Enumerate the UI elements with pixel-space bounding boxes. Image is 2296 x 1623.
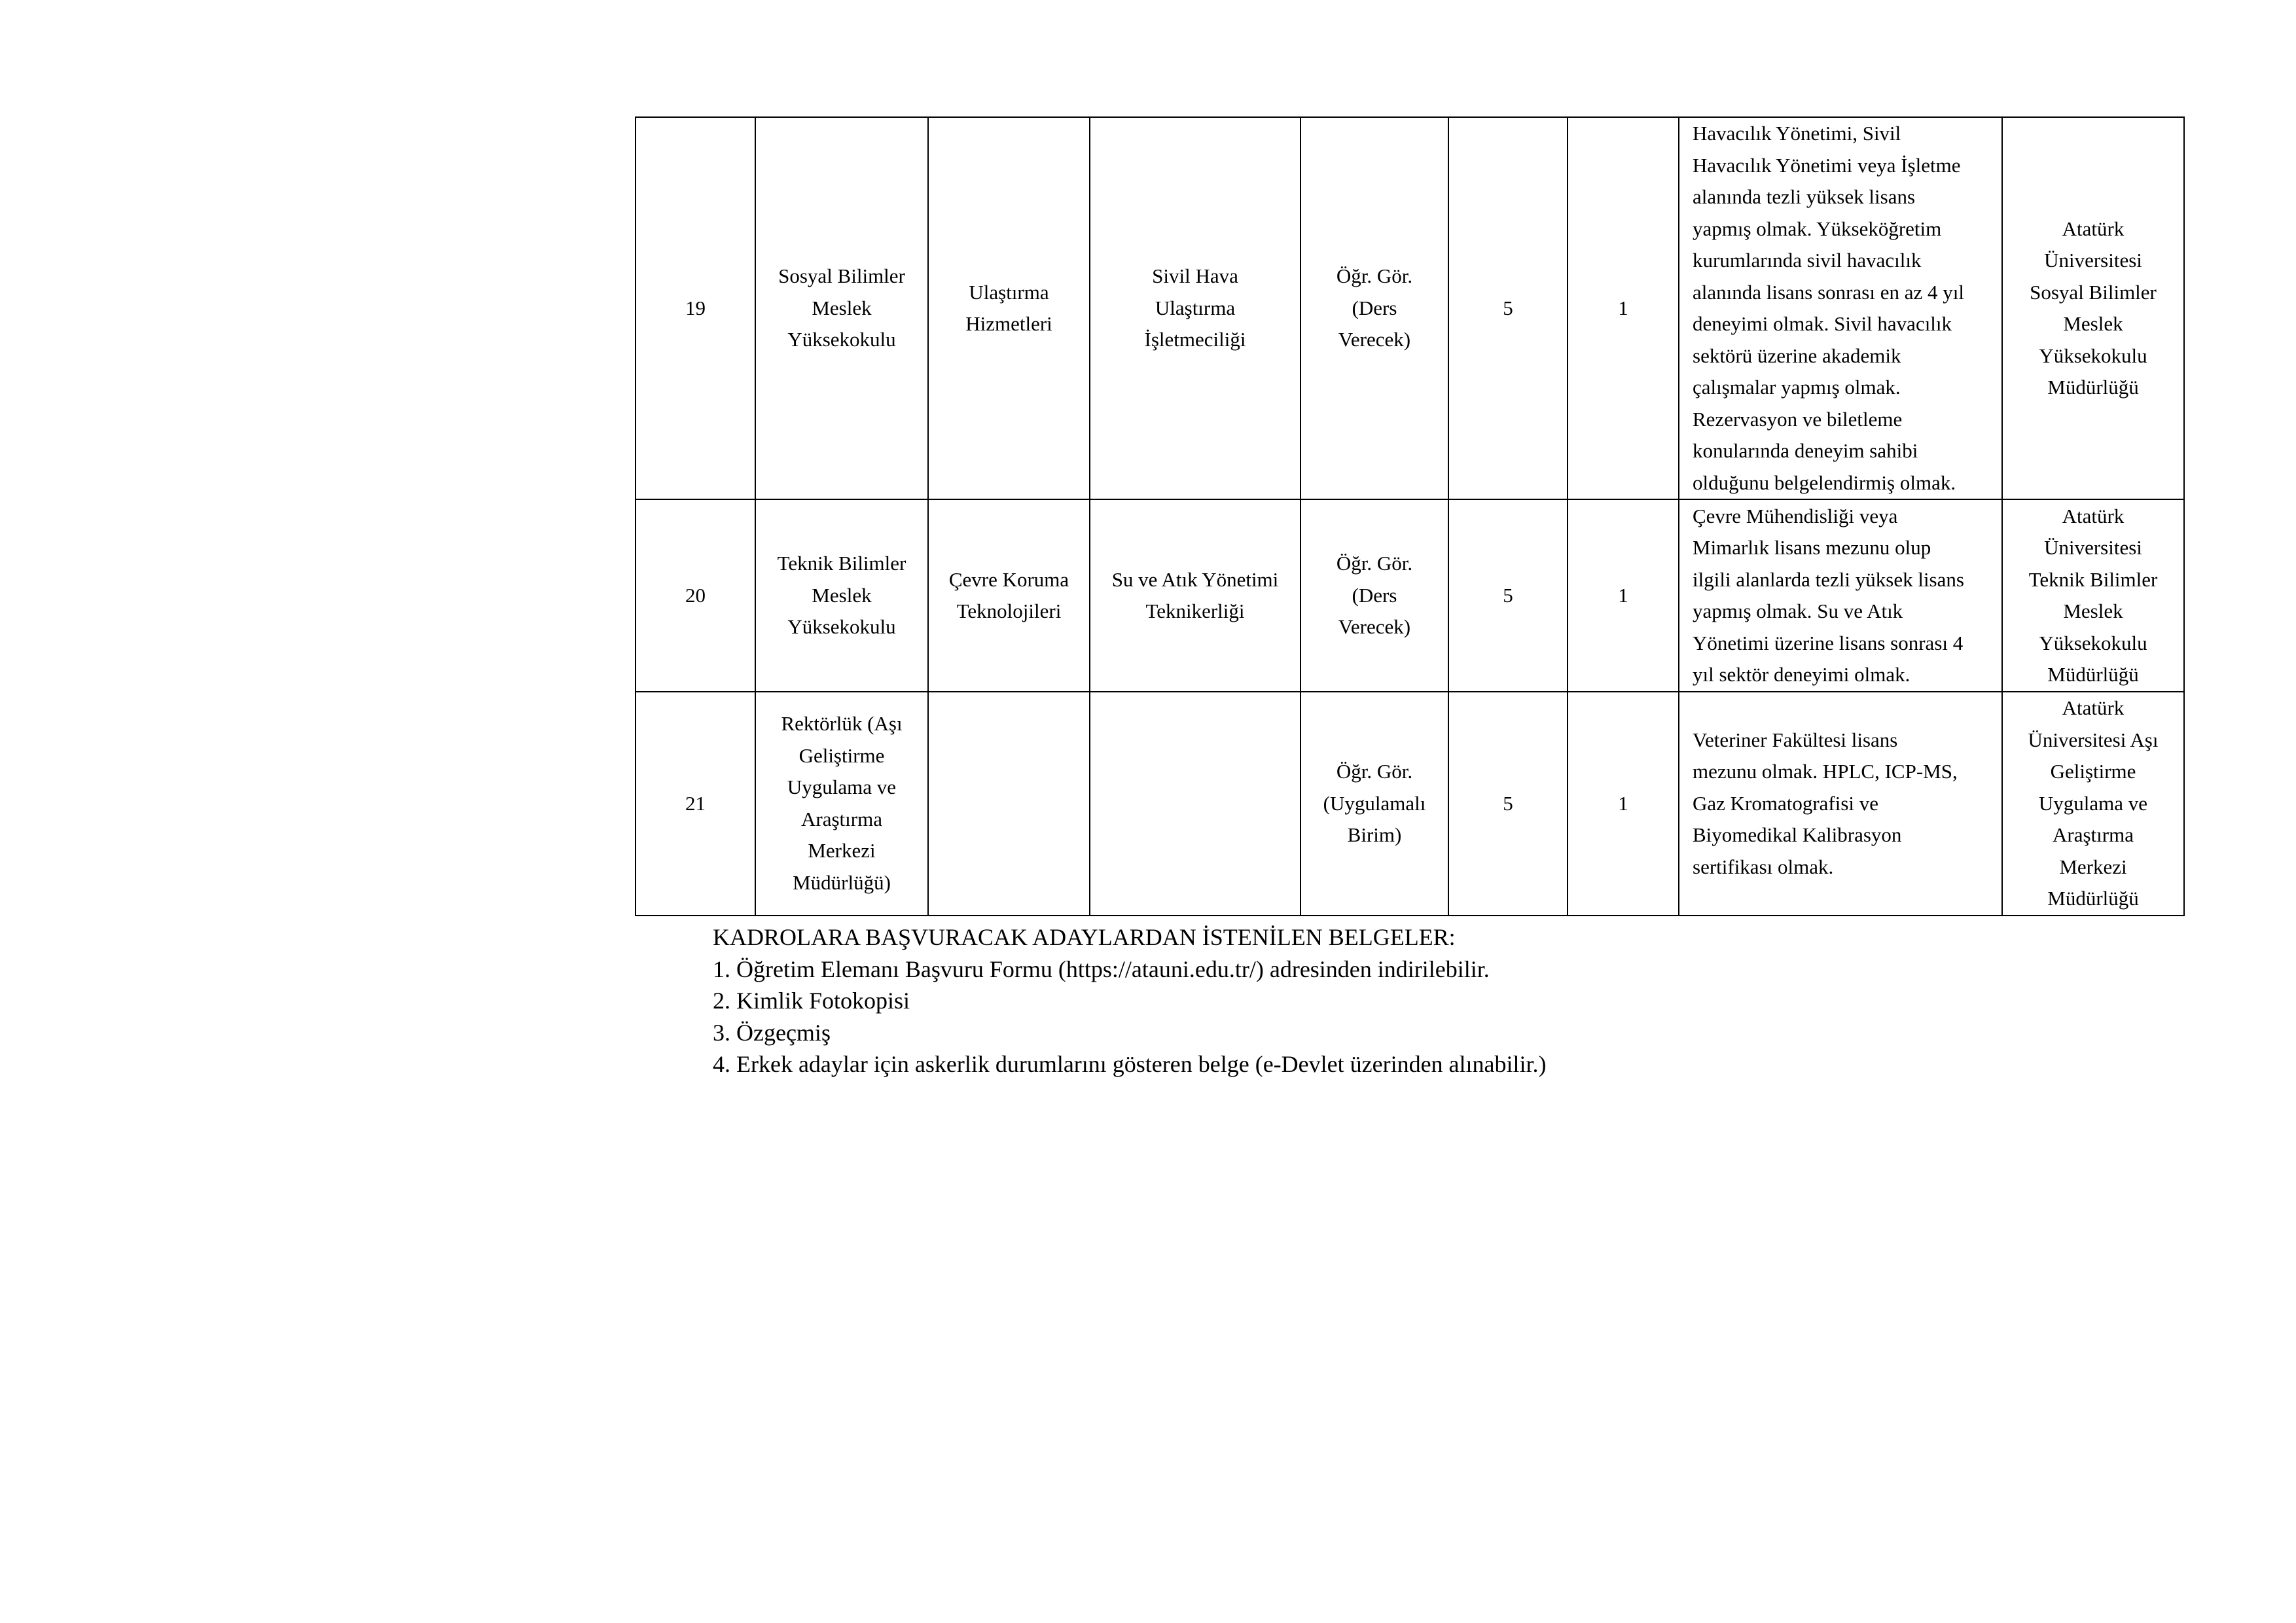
department-name: Çevre Koruma Teknolojileri bbox=[948, 567, 1069, 622]
requirements-cell bbox=[1679, 117, 2002, 499]
program-cell bbox=[1090, 117, 1300, 499]
program-name: Su ve Atık Yönetimi Teknikerliği bbox=[1111, 567, 1279, 622]
requirements-text: Çevre Mühendisliği veya Mimarlık lisans mezunu olup ilgili alanlarda tezli yüksek lisans yapmış olmak. Su ve Atık Yönetimi üzerine lisans sonrası 4 yıl sektör deneyimi olmak. bbox=[1693, 504, 1964, 686]
degree-cell bbox=[1448, 117, 1568, 499]
document-item: 1. Öğretim Elemanı Başvuru Formu (https://atauni.edu.tr/) adresinden indirilebilir. bbox=[713, 955, 1490, 982]
row-number: 19 bbox=[685, 296, 706, 319]
title-cell bbox=[1300, 117, 1448, 499]
row-number: 21 bbox=[685, 791, 706, 815]
department-cell bbox=[928, 499, 1090, 692]
unit-cell bbox=[755, 692, 928, 916]
count-cell bbox=[1568, 499, 1679, 692]
table-row bbox=[636, 692, 2184, 916]
application-office-cell bbox=[2002, 499, 2184, 692]
document-item: 3. Özgeçmiş bbox=[713, 1019, 831, 1046]
position-degree: 5 bbox=[1503, 791, 1513, 815]
required-documents-heading: KADROLARA BAŞVURACAK ADAYLARDAN İSTENİLEN BELGELER: bbox=[713, 924, 1456, 950]
position-title: Öğr. Gör. (Uygulamalı Birim) bbox=[1323, 760, 1426, 846]
requirements-text: Veteriner Fakültesi lisans mezunu olmak. HPLC, ICP-MS, Gaz Kromatografisi ve Biyomedikal Kalibrasyon sertifikası olmak. bbox=[1693, 728, 1958, 878]
unit-cell bbox=[755, 499, 928, 692]
application-office-cell bbox=[2002, 692, 2184, 916]
unit-name: Rektörlük (Aşı Geliştirme Uygulama ve Araştırma Merkezi Müdürlüğü) bbox=[781, 712, 903, 894]
position-title: Öğr. Gör. (Ders Verecek) bbox=[1336, 264, 1413, 351]
title-cell bbox=[1300, 499, 1448, 692]
row-number-cell bbox=[636, 692, 755, 916]
row-number-cell bbox=[636, 117, 755, 499]
degree-cell bbox=[1448, 692, 1568, 916]
row-number-cell bbox=[636, 499, 755, 692]
position-title: Öğr. Gör. (Ders Verecek) bbox=[1336, 552, 1413, 639]
application-office: Atatürk Üniversitesi Aşı Geliştirme Uygulama ve Araştırma Merkezi Müdürlüğü bbox=[2028, 696, 2159, 910]
unit-cell bbox=[755, 117, 928, 499]
position-count: 1 bbox=[1618, 791, 1628, 815]
unit-name: Teknik Bilimler Meslek Yüksekokulu bbox=[777, 552, 906, 639]
application-office: Atatürk Üniversitesi Sosyal Bilimler Meslek Yüksekokulu Müdürlüğü bbox=[2030, 217, 2157, 399]
program-cell bbox=[1090, 692, 1300, 916]
department-name: Ulaştırma Hizmetleri bbox=[965, 280, 1052, 335]
requirements-cell bbox=[1679, 692, 2002, 916]
degree-cell bbox=[1448, 499, 1568, 692]
requirements-cell bbox=[1679, 499, 2002, 692]
document-item: 2. Kimlik Fotokopisi bbox=[713, 988, 910, 1014]
program-name: Sivil Hava Ulaştırma İşletmeciliği bbox=[1144, 264, 1246, 351]
position-degree: 5 bbox=[1503, 583, 1513, 607]
position-count: 1 bbox=[1618, 296, 1628, 319]
document-item: 4. Erkek adaylar için askerlik durumlarını gösteren belge (e-Devlet üzerinden alınabilir.) bbox=[713, 1051, 1547, 1077]
requirements-text: Havacılık Yönetimi, Sivil Havacılık Yönetimi veya İşletme alanında tezli yüksek lisans yapmış olmak. Yükseköğretim kurumlarında sivil havacılık alanında lisans sonrası en az 4 yıl deneyimi olmak. Sivil havacılık sektörü üzerine akademik çalışmalar yapmış olmak. Rezervasyon ve biletleme konularında deneyim sahibi olduğunu belgelendirmiş olmak. bbox=[1693, 122, 1964, 494]
application-office: Atatürk Üniversitesi Teknik Bilimler Meslek Yüksekokulu Müdürlüğü bbox=[2028, 504, 2158, 686]
table-row bbox=[636, 499, 2184, 692]
unit-name: Sosyal Bilimler Meslek Yüksekokulu bbox=[778, 264, 905, 351]
row-number: 20 bbox=[685, 583, 706, 607]
table-row bbox=[636, 117, 2184, 499]
program-cell bbox=[1090, 499, 1300, 692]
department-cell bbox=[928, 692, 1090, 916]
count-cell bbox=[1568, 692, 1679, 916]
positions-table bbox=[635, 116, 2185, 916]
department-cell bbox=[928, 117, 1090, 499]
position-count: 1 bbox=[1618, 583, 1628, 607]
title-cell bbox=[1300, 692, 1448, 916]
count-cell bbox=[1568, 117, 1679, 499]
position-degree: 5 bbox=[1503, 296, 1513, 319]
required-documents bbox=[713, 921, 1547, 1080]
application-office-cell bbox=[2002, 117, 2184, 499]
